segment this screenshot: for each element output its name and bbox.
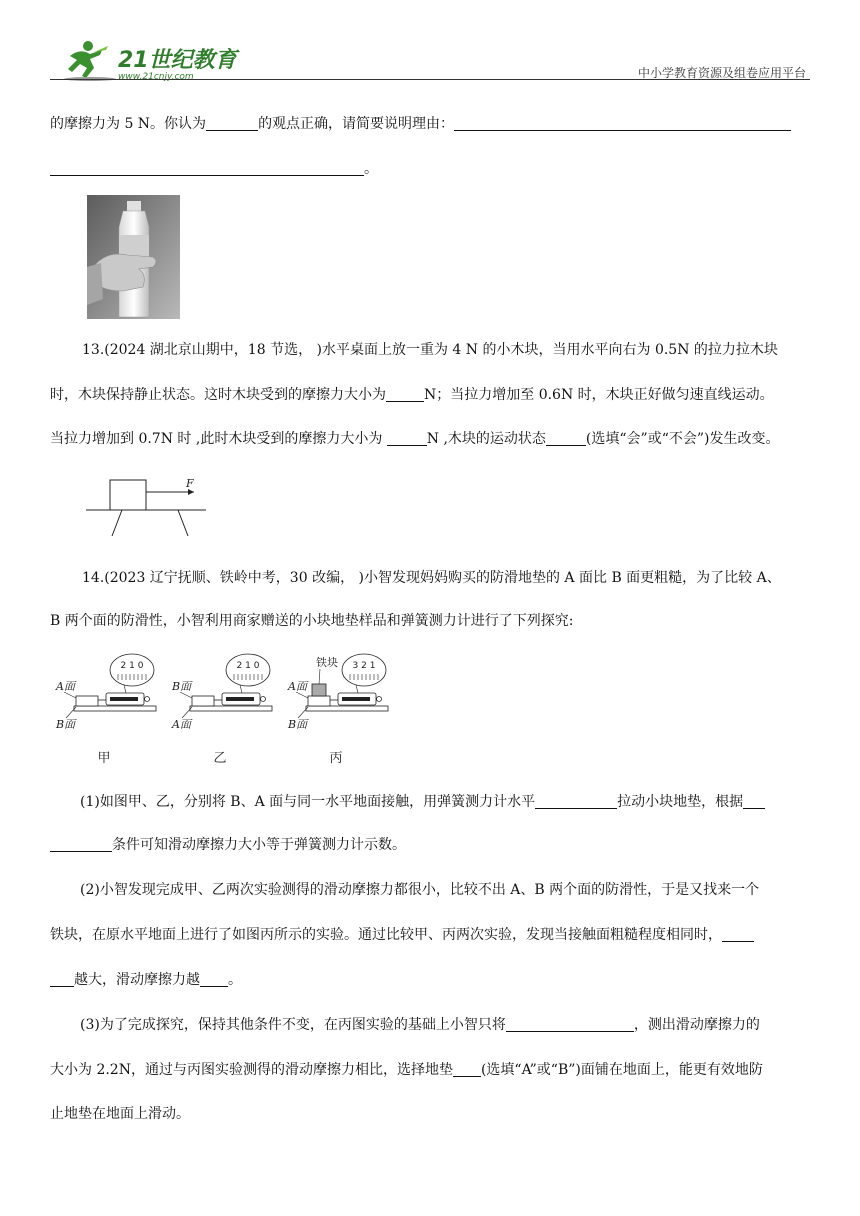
mat-sample (76, 696, 98, 706)
experiment-panel (171, 654, 272, 766)
bottom-face-label: B面 (288, 718, 308, 731)
q14-p2-line-2 (50, 925, 754, 945)
q13-stem: 13.(2024 湖北京山期中，18 节选， )水平桌面上放一重为 4 N 的小木块，当用水平向右为 0.5N 的拉力拉木块 (82, 342, 778, 358)
q14-p2-blank-2[interactable] (200, 970, 228, 987)
ground-surface (306, 706, 388, 711)
q14-p1-text-b: 拉动小块地垫，根据 (617, 794, 744, 810)
hand-holding-bottle-image (87, 195, 180, 319)
q13-text-a: 时，木块保持静止状态。这时木块受到的摩擦力大小为 (50, 387, 386, 403)
q14-stem-2: B 两个面的防滑性，小智利用商家赠送的小块地垫样品和弹簧测力计进行了下列探究: (50, 613, 574, 629)
q13-line-2 (50, 385, 774, 405)
logo-url: www.21cnjy.com (118, 72, 194, 82)
q12-blank-reason[interactable] (454, 114, 791, 131)
iron-block (312, 684, 326, 696)
panel-caption: 乙 (213, 751, 227, 766)
q14-p1-blank-2[interactable] (743, 792, 765, 809)
q14-line-1 (50, 568, 781, 588)
runner-logo-icon (50, 38, 270, 82)
page-header (50, 38, 810, 83)
q13-blank-1[interactable] (386, 385, 424, 402)
q14-p3-text-a: (3)为了完成探究，保持其他条件不变，在丙图实验的基础上小智只将 (80, 1017, 506, 1033)
q14-p3-line-3 (50, 1104, 190, 1124)
wood-block-diagram (86, 474, 210, 540)
top-face-label: B面 (172, 680, 192, 693)
q12-text-a: 的摩擦力为 5 N。你认为 (50, 116, 207, 132)
q14-line-2 (50, 611, 573, 631)
q14-p2-line-3 (50, 970, 242, 990)
q14-p2-blank-1[interactable] (722, 925, 754, 942)
q14-p2-text-b: 铁块，在原水平地面上进行了如图丙所示的实验。通过比较甲、丙两次实验，发现当接触面粗糙程度相同时， (50, 927, 722, 943)
q13-line-3 (50, 429, 779, 449)
panel-caption: 丙 (329, 751, 343, 766)
experiment-panel (55, 654, 156, 766)
q14-p3-text-e: 止地垫在地面上滑动。 (50, 1106, 190, 1122)
experiment-panel (287, 654, 388, 766)
q14-p3-blank-2[interactable] (453, 1060, 481, 1077)
q12-blank-reason-cont[interactable] (50, 159, 364, 176)
top-face-label: A面 (288, 680, 307, 693)
dial-reading: 3 2 1 (352, 661, 376, 671)
q14-p3-text-c: 大小为 2.2N，通过与丙图实验测得的滑动摩擦力相比，选择地垫 (50, 1062, 453, 1078)
q14-p1-text-a: (1)如图甲、乙，分别将 B、A 面与同一水平地面接触，用弹簧测力计水平 (80, 794, 536, 810)
force-label: F (186, 477, 194, 490)
ground-surface (190, 706, 272, 711)
spring-scale-spring (110, 697, 138, 701)
experiment-panels (54, 650, 394, 770)
mat-sample (308, 696, 330, 706)
q14-p1-blank-1[interactable] (535, 792, 617, 809)
q14-p2-line-1 (50, 880, 759, 900)
q14-p2-text-a: (2)小智发现完成甲、乙两次实验测得的滑动摩擦力都很小，比较不出 A、B 两个面的防滑性，于是又找来一个 (80, 882, 760, 898)
q13-text-d: N ,木块的运动状态 (426, 431, 546, 447)
q12-line-2 (50, 159, 378, 179)
q12-blank-viewpoint[interactable] (206, 114, 258, 131)
bottom-face-label: A面 (172, 718, 191, 731)
q14-p3-text-d: (选填“A”或“B”)面铺在地面上，能更有效地防 (480, 1062, 763, 1078)
q13-text-b: N；当拉力增加至 0.6N 时，木块正好做匀速直线运动。 (424, 387, 774, 403)
q14-p3-blank-1[interactable] (506, 1015, 634, 1032)
q14-p2-text-c: 越大，滑动摩擦力越 (74, 972, 200, 988)
q13-blank-3[interactable] (546, 429, 586, 446)
spring-scale-spring (226, 697, 254, 701)
iron-block-label: 铁块 (316, 656, 338, 669)
q13-text-c: 当拉力增加到 0.7N 时 ,此时木块受到的摩擦力大小为 (50, 431, 387, 447)
platform-name: 中小学教育资源及组卷应用平台 (637, 66, 806, 80)
q14-p1-text-c: 条件可知滑动摩擦力大小等于弹簧测力计示数。 (112, 837, 406, 853)
q13-text-e: (选填“会”或“不会”)发生改变。 (585, 431, 780, 447)
dial-reading: 2 1 0 (120, 661, 144, 671)
q13-line-1 (50, 340, 778, 360)
q12-period: 。 (364, 161, 378, 177)
site-logo (50, 38, 270, 82)
spring-scale-experiment-figure (54, 650, 394, 770)
logo-text: 21世纪教育 (118, 48, 237, 73)
q14-stem: 14.(2023 辽宁抚顺、铁岭中考，30 改编， )小智发现妈妈购买的防滑地垫的 A 面比 B 面更粗糙，为了比较 A、 (82, 570, 781, 586)
q12-line-1 (50, 114, 791, 134)
bottle-photo (87, 195, 180, 319)
ground-surface (74, 706, 156, 711)
q14-p1-line-1 (50, 792, 765, 812)
spring-scale-spring (342, 697, 370, 701)
mat-sample (192, 696, 214, 706)
block-on-table-figure (86, 474, 210, 540)
q13-blank-2[interactable] (387, 429, 427, 446)
bottom-face-label: B面 (56, 718, 76, 731)
q14-p3-text-b: ，测出滑动摩擦力的 (633, 1017, 760, 1033)
q14-p3-line-2 (50, 1060, 763, 1080)
q14-p1-blank-2-cont[interactable] (50, 835, 112, 852)
header-divider (50, 79, 810, 80)
q14-p2-text-d: 。 (228, 972, 242, 988)
q14-p2-blank-1-cont[interactable] (50, 970, 74, 987)
q14-p3-line-1 (50, 1015, 760, 1035)
top-face-label: A面 (56, 680, 75, 693)
q12-text-b: 的观点正确，请简要说明理由： (258, 116, 455, 132)
q14-p1-line-2 (50, 835, 406, 855)
panel-caption: 甲 (97, 751, 111, 766)
dial-reading: 2 1 0 (236, 661, 260, 671)
